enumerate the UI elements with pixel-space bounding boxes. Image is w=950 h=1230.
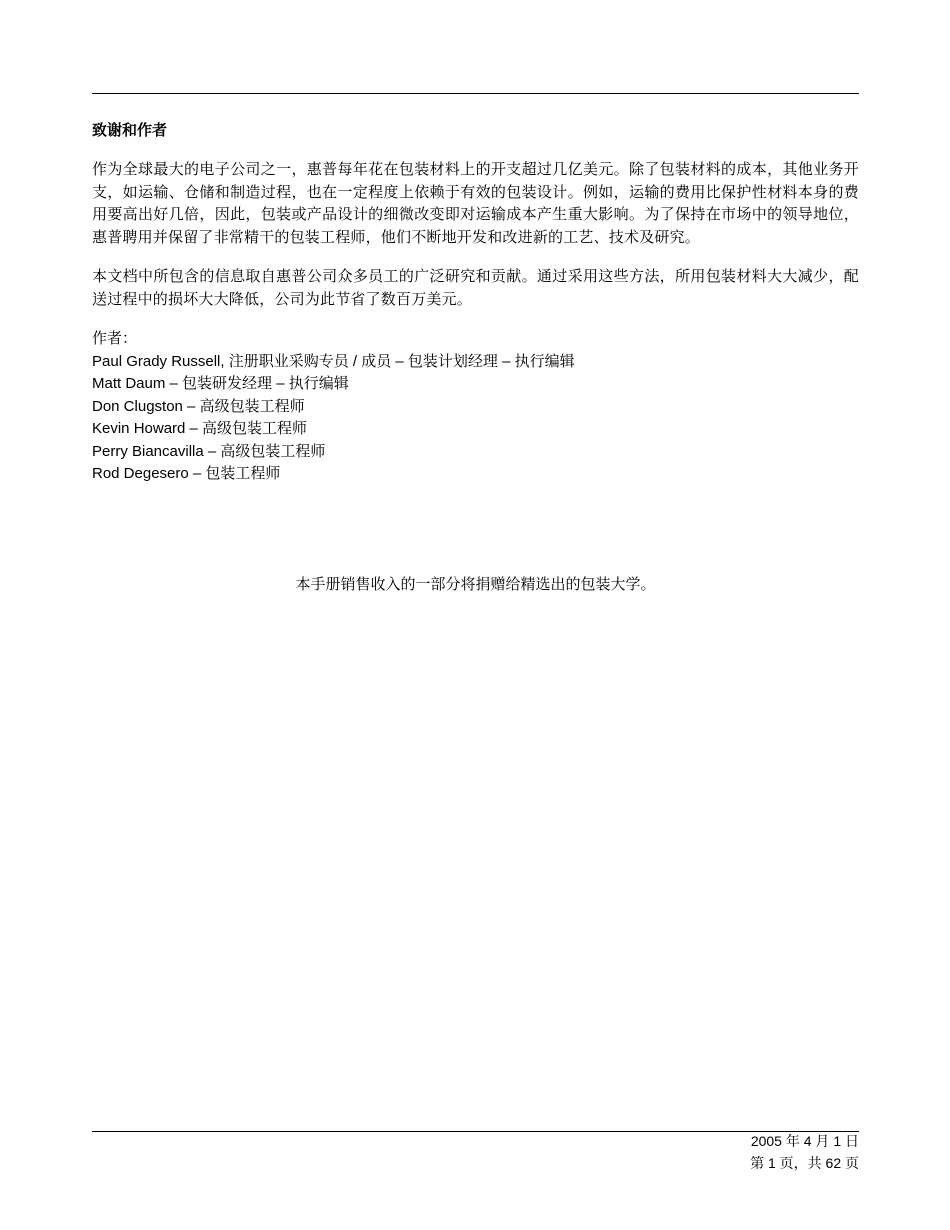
author-line: Matt Daum – 包装研发经理 – 执行编辑	[92, 375, 349, 392]
footer-page-number: 第 1 页，共 62 页	[750, 1155, 859, 1171]
footer-date: 2005 年 4 月 1 日	[750, 1133, 859, 1149]
author-line: Don Clugston – 高级包装工程师	[92, 397, 305, 415]
authors-label: 作者：	[92, 330, 138, 347]
authors-section	[92, 328, 859, 486]
document-body	[92, 120, 859, 486]
author-line: Paul Grady Russell, 注册职业采购专员 / 成员 – 包装计划经理 – 执行编辑	[92, 352, 575, 370]
author-line: Rod Degesero – 包装工程师	[92, 465, 281, 482]
author-line: Perry Biancavilla – 高级包装工程师	[92, 442, 326, 460]
paragraph-sources: 本文档中所包含的信息取自惠普公司众多员工的广泛研究和贡献。通过采用这些方法，所用包装材料大大减少，配送过程中的损坏大大降低，公司为此节省了数百万美元。	[92, 268, 859, 308]
paragraph-intro: 作为全球最大的电子公司之一，惠普每年花在包装材料上的开支超过几亿美元。除了包装材料的成本，其他业务开支，如运输、仓储和制造过程，也在一定程度上依赖于有效的包装设计。例如，运输的费用比保护性材料本身的费用要高出好几倍，因此，包装或产品设计的细微改变即对运输成本产生重大影响。为了保持在市场中的领导地位，惠普聘用并保留了非常精干的包装工程师，他们不断地开发和改进新的工艺、技术及研究。	[92, 161, 859, 246]
page-footer	[750, 1130, 859, 1174]
author-line: Kevin Howard – 高级包装工程师	[92, 420, 308, 437]
header-rule	[92, 93, 859, 94]
donation-note: 本手册销售收入的一部分将捐赠给精选出的包装大学。	[295, 576, 656, 593]
footer-rule	[92, 1131, 859, 1132]
section-heading: 致谢和作者	[92, 122, 168, 139]
